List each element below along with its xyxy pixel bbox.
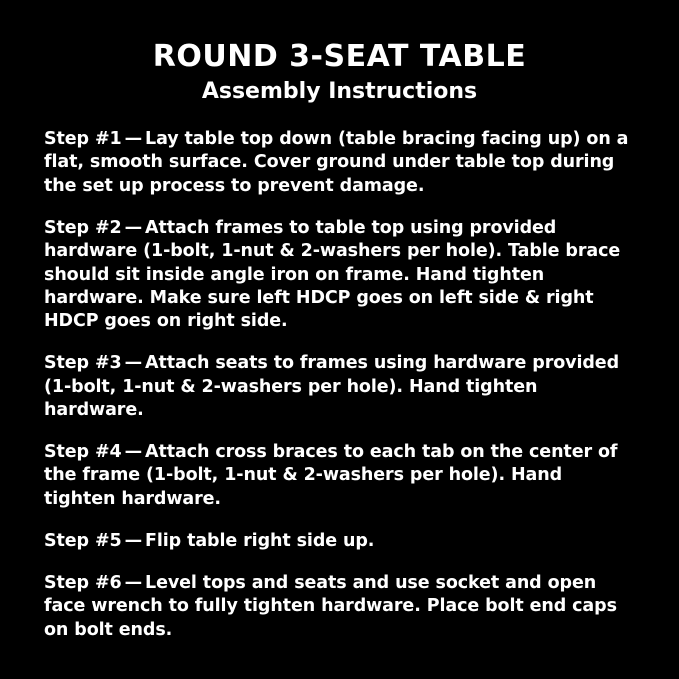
step-label: Step #3 xyxy=(44,353,122,374)
step-text: Lay table top down (table bracing facing up) on a flat, smooth surface. Cover ground under table top during the set up process to prevent damage. xyxy=(44,129,629,196)
step-item xyxy=(44,352,635,422)
step-text: Level tops and seats and use socket and open face wrench to fully tighten hardware. Place bolt end caps on bolt ends. xyxy=(44,573,617,640)
step-item xyxy=(44,128,635,198)
step-label: Step #5 xyxy=(44,530,122,551)
step-label: Step #1 xyxy=(44,129,122,150)
step-item xyxy=(44,530,635,553)
step-dash: — xyxy=(124,218,143,239)
step-label: Step #6 xyxy=(44,573,122,594)
step-label: Step #4 xyxy=(44,442,122,463)
step-item xyxy=(44,217,635,333)
step-dash: — xyxy=(124,353,143,374)
step-text: Attach frames to table top using provided hardware (1-bolt, 1-nut & 2-washers per hole). Table brace should sit inside angle iron on frame. Hand tighten hardware. Make sure left HDCP goes on left side & right HDCP goes on right side. xyxy=(44,218,621,332)
step-text: Attach seats to frames using hardware provided (1-bolt, 1-nut & 2-washers per hole). Hand tighten hardware. xyxy=(44,353,619,420)
steps-list xyxy=(44,128,635,642)
page-title: ROUND 3-SEAT TABLE xyxy=(152,39,527,74)
step-dash: — xyxy=(124,530,143,551)
step-text: Attach cross braces to each tab on the center of the frame (1-bolt, 1-nut & 2-washers per hole). Hand tighten hardware. xyxy=(44,442,618,509)
step-text: Flip table right side up. xyxy=(145,530,375,551)
step-label: Step #2 xyxy=(44,218,122,239)
step-dash: — xyxy=(124,129,143,150)
step-dash: — xyxy=(124,442,143,463)
page-subtitle: Assembly Instructions xyxy=(201,78,478,104)
step-item xyxy=(44,441,635,511)
step-dash: — xyxy=(124,573,143,594)
step-item xyxy=(44,572,635,642)
